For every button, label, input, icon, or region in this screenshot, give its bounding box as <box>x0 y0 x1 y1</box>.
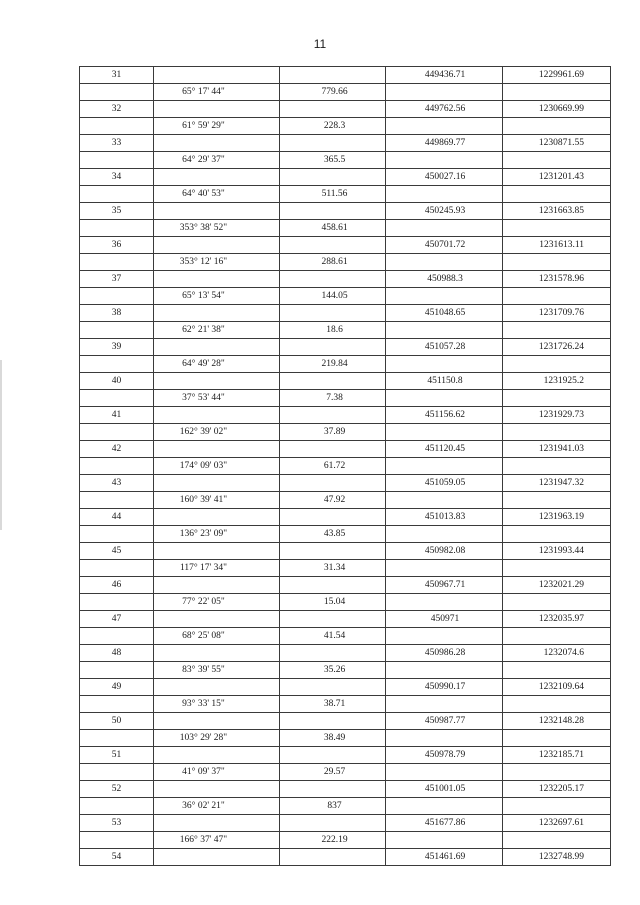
empty-cell <box>280 339 386 356</box>
y-coordinate-cell: 1231709.76 <box>503 305 611 322</box>
point-row <box>80 645 611 662</box>
empty-cell <box>503 356 611 373</box>
point-row <box>80 475 611 492</box>
x-coordinate-cell: 451013.83 <box>386 509 503 526</box>
segment-length-cell: 18.6 <box>280 322 386 339</box>
y-coordinate-cell: 1231726.24 <box>503 339 611 356</box>
empty-cell <box>386 798 503 815</box>
empty-cell <box>386 594 503 611</box>
empty-cell <box>386 492 503 509</box>
segment-length-cell: 288.61 <box>280 254 386 271</box>
y-coordinate-cell: 1232748.99 <box>503 849 611 866</box>
y-coordinate-cell: 1229961.69 <box>503 67 611 84</box>
y-coordinate-cell: 1232035.97 <box>503 611 611 628</box>
segment-row <box>80 424 611 441</box>
segment-row <box>80 118 611 135</box>
empty-cell <box>154 67 280 84</box>
direction-angle-cell: 174° 09' 03" <box>154 458 280 475</box>
segment-row <box>80 696 611 713</box>
segment-row <box>80 798 611 815</box>
empty-cell <box>80 492 154 509</box>
direction-angle-cell: 68° 25' 08" <box>154 628 280 645</box>
direction-angle-cell: 83° 39' 55" <box>154 662 280 679</box>
point-row <box>80 509 611 526</box>
segment-row <box>80 764 611 781</box>
empty-cell <box>386 458 503 475</box>
empty-cell <box>503 152 611 169</box>
point-row <box>80 407 611 424</box>
direction-angle-cell: 65° 17' 44" <box>154 84 280 101</box>
empty-cell <box>80 424 154 441</box>
empty-cell <box>503 628 611 645</box>
segment-length-cell: 31.34 <box>280 560 386 577</box>
empty-cell <box>154 611 280 628</box>
scan-edge-mark <box>0 360 2 530</box>
point-row <box>80 747 611 764</box>
segment-row <box>80 832 611 849</box>
empty-cell <box>386 288 503 305</box>
empty-cell <box>280 305 386 322</box>
point-row <box>80 67 611 84</box>
direction-angle-cell: 166° 37' 47" <box>154 832 280 849</box>
empty-cell <box>386 662 503 679</box>
segment-length-cell: 837 <box>280 798 386 815</box>
empty-cell <box>280 373 386 390</box>
point-row <box>80 815 611 832</box>
point-number-cell: 34 <box>80 169 154 186</box>
empty-cell <box>386 628 503 645</box>
direction-angle-cell: 61° 59' 29" <box>154 118 280 135</box>
segment-length-cell: 37.89 <box>280 424 386 441</box>
segment-length-cell: 38.71 <box>280 696 386 713</box>
empty-cell <box>280 849 386 866</box>
direction-angle-cell: 64° 29' 37" <box>154 152 280 169</box>
segment-row <box>80 220 611 237</box>
segment-length-cell: 15.04 <box>280 594 386 611</box>
segment-length-cell: 61.72 <box>280 458 386 475</box>
segment-row <box>80 356 611 373</box>
point-row <box>80 577 611 594</box>
empty-cell <box>280 135 386 152</box>
segment-length-cell: 29.57 <box>280 764 386 781</box>
empty-cell <box>80 832 154 849</box>
x-coordinate-cell: 449436.71 <box>386 67 503 84</box>
x-coordinate-cell: 450982.08 <box>386 543 503 560</box>
y-coordinate-cell: 1230669.99 <box>503 101 611 118</box>
y-coordinate-cell: 1231578.96 <box>503 271 611 288</box>
empty-cell <box>80 288 154 305</box>
empty-cell <box>503 526 611 543</box>
segment-length-cell: 144.05 <box>280 288 386 305</box>
point-number-cell: 49 <box>80 679 154 696</box>
point-number-cell: 46 <box>80 577 154 594</box>
empty-cell <box>80 356 154 373</box>
empty-cell <box>503 322 611 339</box>
x-coordinate-cell: 449762.56 <box>386 101 503 118</box>
point-number-cell: 53 <box>80 815 154 832</box>
y-coordinate-cell: 1232697.61 <box>503 815 611 832</box>
direction-angle-cell: 64° 49' 28" <box>154 356 280 373</box>
point-row <box>80 339 611 356</box>
empty-cell <box>503 798 611 815</box>
empty-cell <box>80 322 154 339</box>
y-coordinate-cell: 1231925.2 <box>503 373 611 390</box>
empty-cell <box>154 441 280 458</box>
empty-cell <box>386 254 503 271</box>
point-number-cell: 52 <box>80 781 154 798</box>
direction-angle-cell: 136° 23' 09" <box>154 526 280 543</box>
empty-cell <box>503 390 611 407</box>
empty-cell <box>386 390 503 407</box>
empty-cell <box>280 509 386 526</box>
segment-length-cell: 365.5 <box>280 152 386 169</box>
empty-cell <box>154 407 280 424</box>
segment-row <box>80 628 611 645</box>
y-coordinate-cell: 1232109.64 <box>503 679 611 696</box>
point-row <box>80 849 611 866</box>
direction-angle-cell: 160° 39' 41" <box>154 492 280 509</box>
page-number: 11 <box>313 37 327 51</box>
point-row <box>80 305 611 322</box>
segment-length-cell: 47.92 <box>280 492 386 509</box>
empty-cell <box>503 492 611 509</box>
empty-cell <box>154 577 280 594</box>
direction-angle-cell: 93° 33' 15" <box>154 696 280 713</box>
x-coordinate-cell: 450978.79 <box>386 747 503 764</box>
direction-angle-cell: 77° 22' 05" <box>154 594 280 611</box>
segment-row <box>80 526 611 543</box>
empty-cell <box>503 254 611 271</box>
segment-length-cell: 38.49 <box>280 730 386 747</box>
empty-cell <box>386 118 503 135</box>
direction-angle-cell: 162° 39' 02" <box>154 424 280 441</box>
empty-cell <box>154 781 280 798</box>
x-coordinate-cell: 451120.45 <box>386 441 503 458</box>
empty-cell <box>154 203 280 220</box>
x-coordinate-cell: 451677.86 <box>386 815 503 832</box>
segment-row <box>80 288 611 305</box>
empty-cell <box>503 764 611 781</box>
point-number-cell: 47 <box>80 611 154 628</box>
empty-cell <box>503 662 611 679</box>
empty-cell <box>80 560 154 577</box>
direction-angle-cell: 65° 13' 54" <box>154 288 280 305</box>
x-coordinate-cell: 450986.28 <box>386 645 503 662</box>
empty-cell <box>503 84 611 101</box>
point-row <box>80 611 611 628</box>
empty-cell <box>154 713 280 730</box>
x-coordinate-cell: 450027.16 <box>386 169 503 186</box>
direction-angle-cell: 103° 29' 28" <box>154 730 280 747</box>
empty-cell <box>503 696 611 713</box>
x-coordinate-cell: 450967.71 <box>386 577 503 594</box>
segment-row <box>80 84 611 101</box>
empty-cell <box>80 84 154 101</box>
empty-cell <box>386 356 503 373</box>
empty-cell <box>503 458 611 475</box>
empty-cell <box>280 203 386 220</box>
segment-row <box>80 152 611 169</box>
empty-cell <box>80 662 154 679</box>
point-row <box>80 237 611 254</box>
direction-angle-cell: 64° 40' 53" <box>154 186 280 203</box>
empty-cell <box>154 135 280 152</box>
segment-length-cell: 511.56 <box>280 186 386 203</box>
empty-cell <box>386 220 503 237</box>
x-coordinate-cell: 451048.65 <box>386 305 503 322</box>
y-coordinate-cell: 1231613.11 <box>503 237 611 254</box>
y-coordinate-cell: 1231963.19 <box>503 509 611 526</box>
empty-cell <box>80 390 154 407</box>
point-number-cell: 51 <box>80 747 154 764</box>
point-number-cell: 32 <box>80 101 154 118</box>
point-number-cell: 31 <box>80 67 154 84</box>
point-number-cell: 35 <box>80 203 154 220</box>
empty-cell <box>80 254 154 271</box>
empty-cell <box>280 815 386 832</box>
empty-cell <box>386 526 503 543</box>
segment-row <box>80 322 611 339</box>
x-coordinate-cell: 450990.17 <box>386 679 503 696</box>
segment-row <box>80 662 611 679</box>
point-row <box>80 679 611 696</box>
segment-length-cell: 222.19 <box>280 832 386 849</box>
empty-cell <box>280 441 386 458</box>
empty-cell <box>80 458 154 475</box>
empty-cell <box>154 373 280 390</box>
empty-cell <box>80 526 154 543</box>
empty-cell <box>280 101 386 118</box>
empty-cell <box>503 424 611 441</box>
direction-angle-cell: 353° 38' 52" <box>154 220 280 237</box>
segment-length-cell: 219.84 <box>280 356 386 373</box>
empty-cell <box>80 152 154 169</box>
x-coordinate-cell: 451057.28 <box>386 339 503 356</box>
y-coordinate-cell: 1232074.6 <box>503 645 611 662</box>
empty-cell <box>386 424 503 441</box>
empty-cell <box>280 407 386 424</box>
direction-angle-cell: 41° 09' 37" <box>154 764 280 781</box>
x-coordinate-cell: 451001.05 <box>386 781 503 798</box>
empty-cell <box>386 84 503 101</box>
segment-length-cell: 228.3 <box>280 118 386 135</box>
y-coordinate-cell: 1231201.43 <box>503 169 611 186</box>
empty-cell <box>80 730 154 747</box>
segment-length-cell: 458.61 <box>280 220 386 237</box>
empty-cell <box>503 288 611 305</box>
point-number-cell: 40 <box>80 373 154 390</box>
point-number-cell: 44 <box>80 509 154 526</box>
empty-cell <box>154 747 280 764</box>
direction-angle-cell: 117° 17' 34" <box>154 560 280 577</box>
point-number-cell: 42 <box>80 441 154 458</box>
point-number-cell: 41 <box>80 407 154 424</box>
x-coordinate-cell: 450988.3 <box>386 271 503 288</box>
y-coordinate-cell: 1231993.44 <box>503 543 611 560</box>
empty-cell <box>503 118 611 135</box>
empty-cell <box>154 815 280 832</box>
empty-cell <box>80 798 154 815</box>
empty-cell <box>503 186 611 203</box>
point-number-cell: 36 <box>80 237 154 254</box>
x-coordinate-cell: 450987.77 <box>386 713 503 730</box>
y-coordinate-cell: 1230871.55 <box>503 135 611 152</box>
segment-length-cell: 7.38 <box>280 390 386 407</box>
empty-cell <box>503 730 611 747</box>
empty-cell <box>386 560 503 577</box>
empty-cell <box>280 543 386 560</box>
point-number-cell: 45 <box>80 543 154 560</box>
empty-cell <box>386 322 503 339</box>
empty-cell <box>503 832 611 849</box>
segment-row <box>80 730 611 747</box>
empty-cell <box>154 543 280 560</box>
point-row <box>80 441 611 458</box>
x-coordinate-cell: 450701.72 <box>386 237 503 254</box>
coordinates-table-body <box>80 67 611 866</box>
empty-cell <box>154 237 280 254</box>
x-coordinate-cell: 450971 <box>386 611 503 628</box>
point-row <box>80 373 611 390</box>
empty-cell <box>80 186 154 203</box>
empty-cell <box>280 169 386 186</box>
x-coordinate-cell: 451156.62 <box>386 407 503 424</box>
empty-cell <box>80 220 154 237</box>
empty-cell <box>280 271 386 288</box>
empty-cell <box>503 560 611 577</box>
segment-row <box>80 186 611 203</box>
point-row <box>80 713 611 730</box>
empty-cell <box>80 696 154 713</box>
x-coordinate-cell: 451461.69 <box>386 849 503 866</box>
empty-cell <box>154 679 280 696</box>
empty-cell <box>280 475 386 492</box>
point-row <box>80 135 611 152</box>
direction-angle-cell: 36° 02' 21" <box>154 798 280 815</box>
empty-cell <box>154 849 280 866</box>
empty-cell <box>154 305 280 322</box>
empty-cell <box>154 169 280 186</box>
point-row <box>80 271 611 288</box>
y-coordinate-cell: 1231929.73 <box>503 407 611 424</box>
empty-cell <box>280 645 386 662</box>
empty-cell <box>154 509 280 526</box>
empty-cell <box>80 764 154 781</box>
empty-cell <box>154 645 280 662</box>
direction-angle-cell: 353° 12' 16" <box>154 254 280 271</box>
point-row <box>80 101 611 118</box>
segment-length-cell: 779.66 <box>280 84 386 101</box>
y-coordinate-cell: 1231947.32 <box>503 475 611 492</box>
point-number-cell: 37 <box>80 271 154 288</box>
point-number-cell: 33 <box>80 135 154 152</box>
segment-length-cell: 35.26 <box>280 662 386 679</box>
y-coordinate-cell: 1232148.28 <box>503 713 611 730</box>
point-number-cell: 48 <box>80 645 154 662</box>
empty-cell <box>154 101 280 118</box>
segment-row <box>80 594 611 611</box>
point-row <box>80 543 611 560</box>
point-row <box>80 781 611 798</box>
segment-length-cell: 43.85 <box>280 526 386 543</box>
y-coordinate-cell: 1231941.03 <box>503 441 611 458</box>
x-coordinate-cell: 450245.93 <box>386 203 503 220</box>
empty-cell <box>386 152 503 169</box>
empty-cell <box>154 475 280 492</box>
point-row <box>80 203 611 220</box>
empty-cell <box>386 764 503 781</box>
empty-cell <box>280 679 386 696</box>
empty-cell <box>280 67 386 84</box>
empty-cell <box>280 747 386 764</box>
empty-cell <box>280 577 386 594</box>
y-coordinate-cell: 1232021.29 <box>503 577 611 594</box>
empty-cell <box>386 832 503 849</box>
x-coordinate-cell: 451059.05 <box>386 475 503 492</box>
coordinates-table <box>79 66 611 866</box>
x-coordinate-cell: 451150.8 <box>386 373 503 390</box>
point-number-cell: 54 <box>80 849 154 866</box>
empty-cell <box>280 237 386 254</box>
point-row <box>80 169 611 186</box>
empty-cell <box>80 628 154 645</box>
direction-angle-cell: 37° 53' 44" <box>154 390 280 407</box>
empty-cell <box>386 186 503 203</box>
empty-cell <box>280 781 386 798</box>
segment-row <box>80 560 611 577</box>
empty-cell <box>386 730 503 747</box>
empty-cell <box>80 594 154 611</box>
point-number-cell: 43 <box>80 475 154 492</box>
empty-cell <box>503 220 611 237</box>
x-coordinate-cell: 449869.77 <box>386 135 503 152</box>
y-coordinate-cell: 1231663.85 <box>503 203 611 220</box>
segment-row <box>80 492 611 509</box>
empty-cell <box>503 594 611 611</box>
empty-cell <box>280 611 386 628</box>
y-coordinate-cell: 1232205.17 <box>503 781 611 798</box>
segment-length-cell: 41.54 <box>280 628 386 645</box>
empty-cell <box>280 713 386 730</box>
direction-angle-cell: 62° 21' 38" <box>154 322 280 339</box>
y-coordinate-cell: 1232185.71 <box>503 747 611 764</box>
segment-row <box>80 390 611 407</box>
empty-cell <box>154 339 280 356</box>
point-number-cell: 38 <box>80 305 154 322</box>
segment-row <box>80 254 611 271</box>
point-number-cell: 50 <box>80 713 154 730</box>
empty-cell <box>154 271 280 288</box>
empty-cell <box>386 696 503 713</box>
point-number-cell: 39 <box>80 339 154 356</box>
segment-row <box>80 458 611 475</box>
empty-cell <box>80 118 154 135</box>
